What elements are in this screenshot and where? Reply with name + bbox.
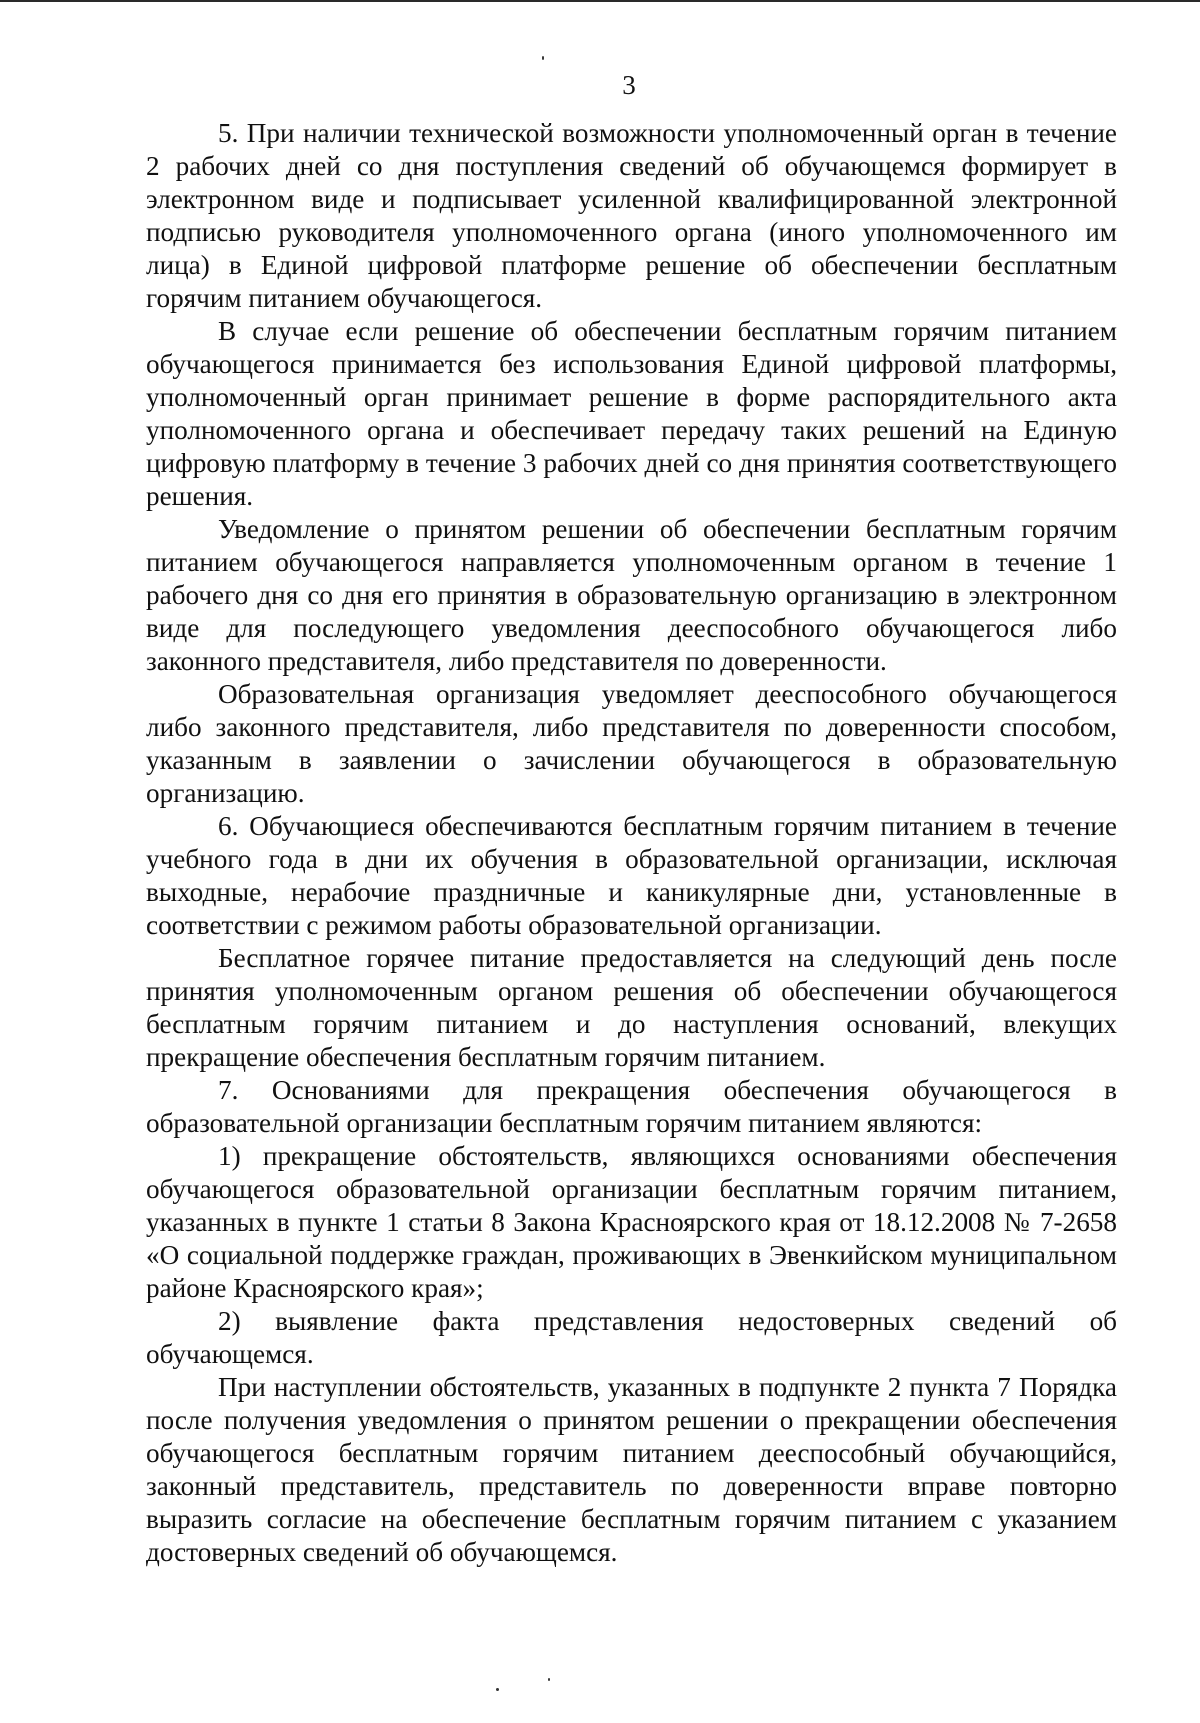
scan-speck (548, 1678, 550, 1681)
paragraph-repeat-consent: При наступлении обстоятельств, указанных в подпункте 2 пункта 7 Порядка после получения уведомления о принятом решении о прекращении обеспечения обучающегося бесплатным горячим питанием дееспособный обучающийся, законный представитель, представитель по доверенности вправе повторно выразить согласие на обеспечение бесплатным горячим питанием с указанием достоверных сведений об обучающемся. (146, 1372, 1117, 1567)
page-number: 3 (622, 70, 636, 100)
paragraph-subitem-2: 2) выявление факта представления недостоверных сведений об обучающемся. (146, 1306, 1117, 1369)
paragraph-notification-of-decision: Уведомление о принятом решении об обеспечении бесплатным горячим питанием обучающегося направляется уполномоченным органом в течение 1 рабочего дня со дня его принятия в образовательную организацию в электронном виде для последующего уведомления дееспособного обучающегося либо законного представителя, либо представителя по доверенности. (146, 514, 1117, 676)
scan-speck (496, 1688, 499, 1691)
scan-edge (0, 0, 1200, 2)
paragraph-item-6: 6. Обучающиеся обеспечиваются бесплатным горячим питанием в течение учебного года в дни их обучения в образовательной организации, исключая выходные, нерабочие праздничные и каникулярные дни, установленные в соответствии с режимом работы образовательной организации. (146, 811, 1117, 940)
scan-speck (542, 56, 544, 60)
paragraph-item-5: 5. При наличии технической возможности уполномоченный орган в течение 2 рабочих дней со дня поступления сведений об обучающемся формирует в электронном виде и подписывает усиленной квалифицированной электронной подписью руководителя уполномоченного органа (иного уполномоченного им лица) в Единой цифровой платформе решение об обеспечении бесплатным горячим питанием обучающегося. (146, 118, 1117, 313)
paragraph-decision-without-platform: В случае если решение об обеспечении бесплатным горячим питанием обучающегося принимается без использования Единой цифровой платформы, уполномоченный орган принимает решение в форме распорядительного акта уполномоченного органа и обеспечивает передачу таких решений на Единую цифровую платформу в течение 3 рабочих дней со дня принятия соответствующего решения. (146, 316, 1117, 511)
paragraph-organization-notifies: Образовательная организация уведомляет дееспособного обучающегося либо законного представителя, либо представителя по доверенности способом, указанным в заявлении о зачислении обучающегося в образовательную организацию. (146, 679, 1117, 808)
document-body (146, 117, 1117, 1569)
paragraph-subitem-1: 1) прекращение обстоятельств, являющихся основаниями обеспечения обучающегося образовательной организации бесплатным горячим питанием, указанных в пункте 1 статьи 8 Закона Красноярского края от 18.12.2008 № 7-2658 «О социальной поддержке граждан, проживающих в Эвенкийском муниципальном районе Красноярского края»; (146, 1141, 1117, 1303)
paragraph-item-7: 7. Основаниями для прекращения обеспечения обучающегося в образовательной организации бесплатным горячим питанием являются: (146, 1075, 1117, 1138)
paragraph-start-of-meals: Бесплатное горячее питание предоставляется на следующий день после принятия уполномоченным органом решения об обеспечении обучающегося бесплатным горячим питанием и до наступления оснований, влекущих прекращение обеспечения бесплатным горячим питанием. (146, 943, 1117, 1072)
